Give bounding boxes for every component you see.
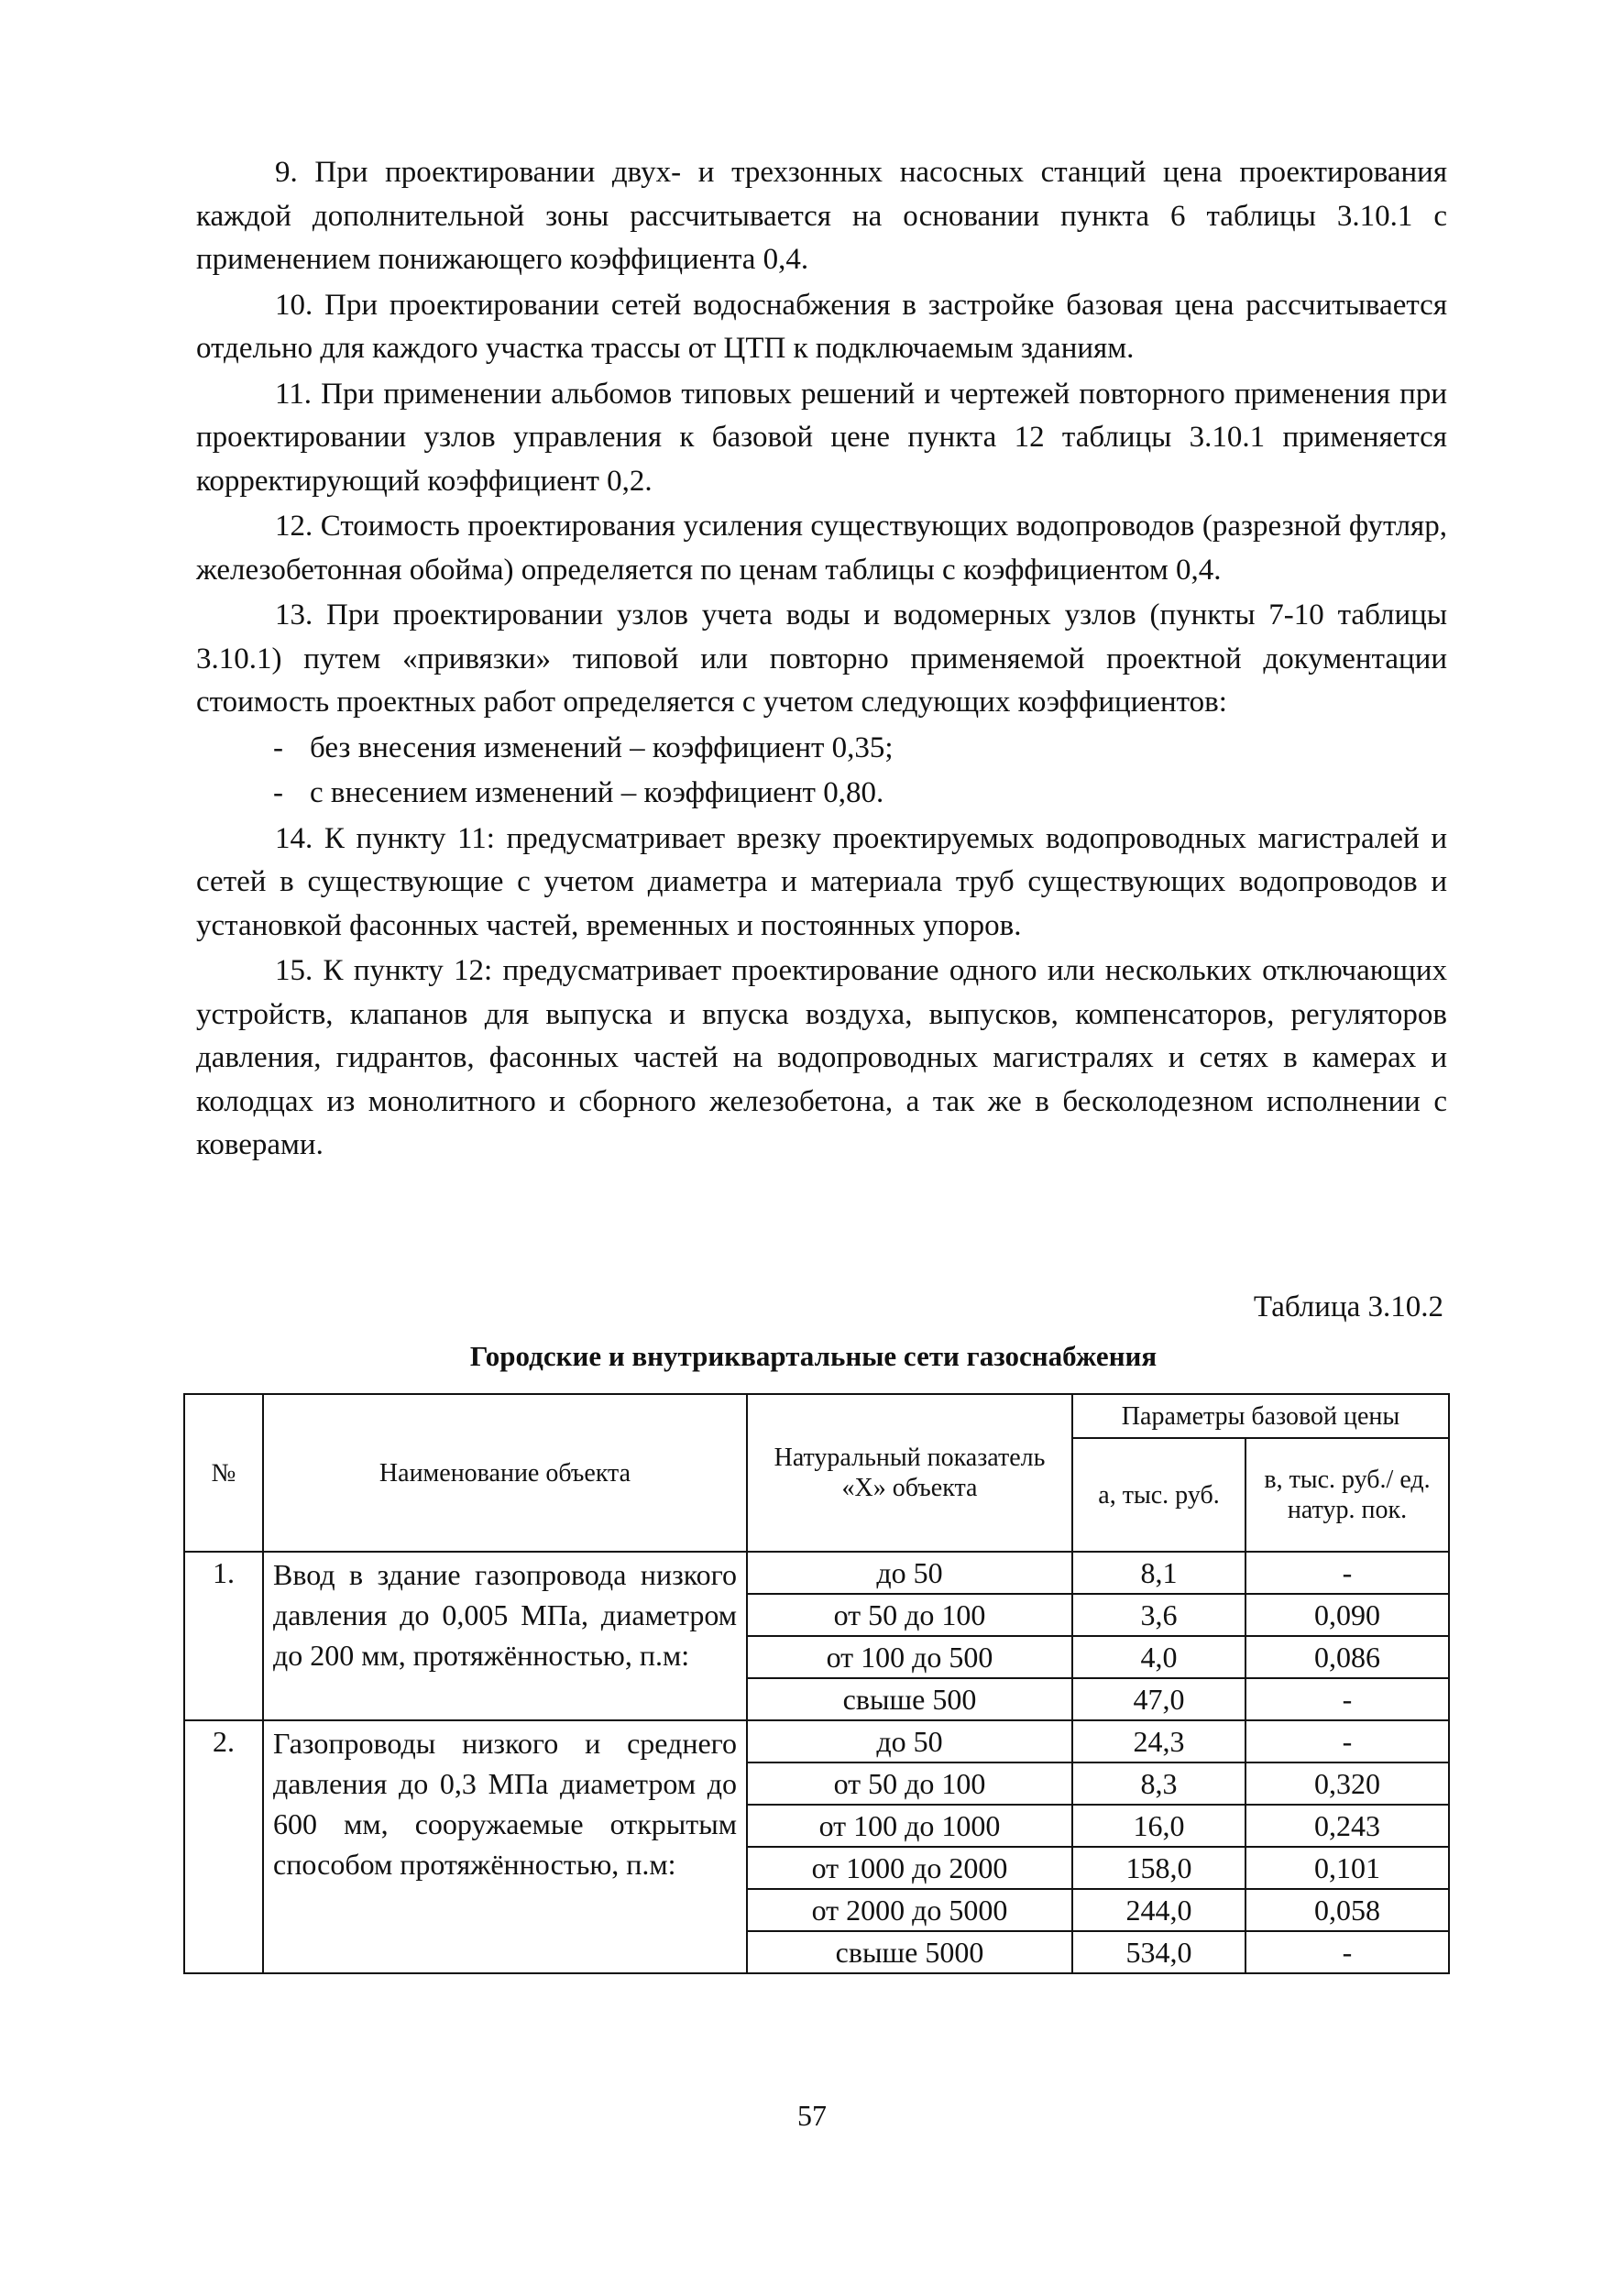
- param-a-cell: 8,3: [1072, 1762, 1245, 1805]
- indicator-cell: от 50 до 100: [747, 1762, 1072, 1805]
- indicator-cell: от 2000 до 5000: [747, 1889, 1072, 1931]
- param-a-cell: 4,0: [1072, 1636, 1245, 1678]
- table-number: Таблица 3.10.2: [1253, 1290, 1443, 1323]
- object-name: Газопроводы низкого и среднего давления до 0,3 МПа диаметром до 600 мм, сооружаемые открытым способом протяжённостью, п.м:: [263, 1720, 747, 1973]
- param-b-cell: -: [1245, 1931, 1449, 1973]
- param-a-cell: 24,3: [1072, 1720, 1245, 1762]
- table-row: [184, 1552, 1449, 1594]
- param-a-cell: 47,0: [1072, 1678, 1245, 1720]
- param-b-cell: -: [1245, 1678, 1449, 1720]
- param-a-cell: 3,6: [1072, 1594, 1245, 1636]
- paragraph-13: 13. При проектировании узлов учета воды и водомерных узлов (пункты 7-10 таблицы 3.10.1) путем «привязки» типовой или повторно применяемой проектной документации стоимость проектных работ определяется с учетом следующих коэффициентов:: [196, 598, 1447, 719]
- indicator-cell: свыше 5000: [747, 1931, 1072, 1973]
- indicator-cell: до 50: [747, 1552, 1072, 1594]
- page-number: 57: [797, 2099, 827, 2132]
- dash-item-text: с внесением изменений – коэффициент 0,80.: [310, 776, 884, 809]
- row-num: 1.: [184, 1552, 263, 1720]
- param-b-cell: 0,101: [1245, 1847, 1449, 1889]
- param-a-cell: 16,0: [1072, 1805, 1245, 1847]
- dash-item-text: без внесения изменений – коэффициент 0,35;: [310, 730, 894, 764]
- param-b-cell: -: [1245, 1552, 1449, 1594]
- header-indicator: Натуральный показатель «Х» объекта: [747, 1394, 1072, 1552]
- indicator-cell: от 1000 до 2000: [747, 1847, 1072, 1889]
- indicator-cell: от 100 до 500: [747, 1636, 1072, 1678]
- dash-bullet: -: [273, 730, 283, 764]
- param-b-cell: 0,243: [1245, 1805, 1449, 1847]
- param-b-cell: -: [1245, 1720, 1449, 1762]
- param-a-cell: 244,0: [1072, 1889, 1245, 1931]
- dash-bullet: -: [273, 776, 283, 809]
- param-a-cell: 534,0: [1072, 1931, 1245, 1973]
- table-row: [184, 1720, 1449, 1762]
- paragraph-14: 14. К пункту 11: предусматривает врезку проектируемых водопроводных магистралей и сетей в существующие с учетом диаметра и материала труб существующих водопроводов и установкой фасонных частей, временных и постоянных упоров.: [196, 821, 1447, 942]
- param-b-cell: 0,320: [1245, 1762, 1449, 1805]
- paragraph-10: 10. При проектировании сетей водоснабжения в застройке базовая цена рассчитывается отдельно для каждого участка трассы от ЦТП к подключаемым зданиям.: [196, 288, 1447, 365]
- header-params: Параметры базовой цены: [1072, 1394, 1449, 1438]
- header-a: а, тыс. руб.: [1072, 1438, 1245, 1552]
- indicator-cell: от 50 до 100: [747, 1594, 1072, 1636]
- dash-item: [196, 772, 1447, 816]
- header-num: №: [184, 1394, 263, 1552]
- param-b-cell: 0,086: [1245, 1636, 1449, 1678]
- indicator-cell: от 100 до 1000: [747, 1805, 1072, 1847]
- param-a-cell: 158,0: [1072, 1847, 1245, 1889]
- body-text: [196, 151, 1447, 1169]
- indicator-cell: свыше 500: [747, 1678, 1072, 1720]
- paragraph-11: 11. При применении альбомов типовых решений и чертежей повторного применения при проектировании узлов управления к базовой цене пункта 12 таблицы 3.10.1 применяется корректирующий коэффициент 0,2.: [196, 377, 1447, 498]
- indicator-cell: до 50: [747, 1720, 1072, 1762]
- paragraph-12: 12. Стоимость проектирования усиления существующих водопроводов (разрезной футляр, железобетонная обойма) определяется по ценам таблицы с коэффициентом 0,4.: [196, 510, 1447, 587]
- paragraph-15: 15. К пункту 12: предусматривает проектирование одного или нескольких отключающих устройств, клапанов для выпуска и впуска воздуха, выпусков, компенсаторов, регуляторов давления, гидрантов, фасонных частей на водопроводных магистралях и сетях в камерах и колодцах из монолитного и сборного железобетона, а так же в бесколодезном исполнении с коверами.: [196, 954, 1447, 1161]
- object-name: Ввод в здание газопровода низкого давления до 0,005 МПа, диаметром до 200 мм, протяжённостью, п.м:: [263, 1552, 747, 1720]
- param-b-cell: 0,058: [1245, 1889, 1449, 1931]
- row-num: 2.: [184, 1720, 263, 1973]
- header-b: в, тыс. руб./ ед. натур. пок.: [1245, 1438, 1449, 1552]
- table-title: Городские и внутриквартальные сети газоснабжения: [469, 1340, 1158, 1372]
- header-name: Наименование объекта: [263, 1394, 747, 1552]
- param-b-cell: 0,090: [1245, 1594, 1449, 1636]
- price-table: [183, 1393, 1450, 1974]
- dash-item: [196, 727, 1447, 771]
- paragraph-9: 9. При проектировании двух- и трехзонных насосных станций цена проектирования каждой дополнительной зоны рассчитывается на основании пункта 6 таблицы 3.10.1 с применением понижающего коэффициента 0,4.: [196, 156, 1447, 276]
- param-a-cell: 8,1: [1072, 1552, 1245, 1594]
